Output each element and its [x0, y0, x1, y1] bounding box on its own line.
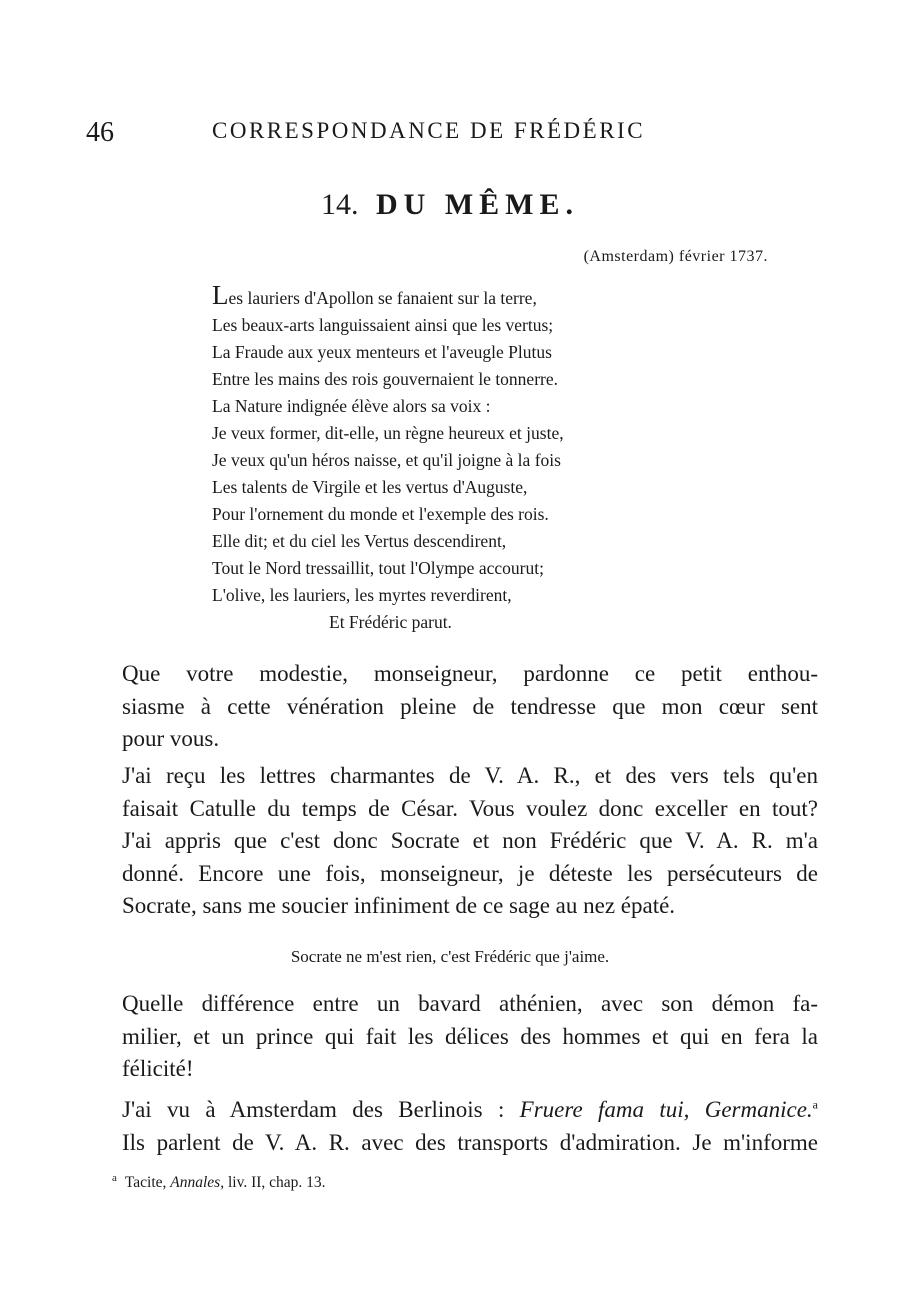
latin-quote: Fruere fama tui, Germanice.: [519, 1097, 813, 1122]
letter-number: 14.: [321, 188, 359, 221]
poem-line: Pour l'ornement du monde et l'exemple des rois.: [212, 504, 549, 524]
paragraph-4: [122, 1094, 818, 1159]
footnote-ref: a: [812, 1097, 818, 1112]
poem-last-line: Et Frédéric parut.: [329, 612, 452, 632]
poem-line-text: es lauriers d'Apollon se fanaient sur la terre,: [228, 288, 537, 308]
paragraph-3: [122, 988, 818, 1086]
text-line: Socrate, sans me soucier infiniment de ce sage au nez épaté.: [122, 893, 676, 918]
poem-line: La Nature indignée élève alors sa voix :: [212, 396, 491, 416]
poem-line: La Fraude aux yeux menteurs et l'aveugle Plutus: [212, 342, 552, 362]
text-line: faisait Catulle du temps de César. Vous voulez donc exceller en tout?: [122, 795, 818, 821]
text-line: J'ai appris que c'est donc Socrate et non Frédéric que V. A. R. m'a: [122, 828, 818, 853]
footnote-text-end: liv. II, chap. 13.: [224, 1174, 326, 1192]
footnote-text-start: Tacite,: [124, 1174, 171, 1192]
footnote: [112, 1168, 326, 1193]
text-line: Ils parlent de V. A. R. avec des transports d'admiration. Je m'informe: [122, 1129, 818, 1155]
text-line: [122, 1094, 818, 1127]
letter-title: DU MÊME.: [376, 188, 579, 221]
text-line-start: J'ai vu à Amsterdam des Berlinois :: [122, 1097, 520, 1122]
text-line: Quelle différence entre un bavard athénien, avec son démon fa-: [122, 991, 818, 1016]
poem-line: Entre les mains des rois gouvernaient le tonnerre.: [212, 369, 559, 389]
poem-line: [212, 280, 732, 312]
letter-heading: [0, 186, 900, 224]
poem-line: Les talents de Virgile et les vertus d'Auguste,: [212, 477, 528, 497]
paragraph-2: [122, 760, 818, 923]
drop-cap: L: [212, 280, 229, 310]
text-line: Que votre modestie, monseigneur, pardonne ce petit enthou-: [122, 661, 818, 686]
poem-line: Je veux qu'un héros naisse, et qu'il joigne à la fois: [212, 450, 561, 470]
poem-line: Je veux former, dit-elle, un règne heureux et juste,: [212, 423, 564, 443]
footnote-mark: a: [112, 1172, 117, 1184]
running-title: CORRESPONDANCE DE FRÉDÉRIC: [212, 118, 646, 143]
page-number: 46: [86, 117, 114, 148]
text-line: milier, et un prince qui fait les délices des hommes et qui en fera la: [122, 1023, 818, 1049]
poem: [212, 280, 732, 636]
quoted-verse: Socrate ne m'est rien, c'est Frédéric que j'aime.: [290, 947, 610, 966]
poem-line: Les beaux-arts languissaient ainsi que les vertus;: [212, 315, 554, 335]
text-line: donné. Encore une fois, monseigneur, je déteste les persécuteurs de: [122, 860, 818, 886]
poem-line: L'olive, les lauriers, les myrtes reverdirent,: [212, 585, 512, 605]
footnote-work-title: Annales,: [170, 1174, 225, 1192]
text-line: pour vous.: [122, 726, 220, 751]
paragraph-1: [122, 658, 818, 756]
text-line: siasme à cette vénération pleine de tendresse que mon cœur sent: [122, 693, 818, 719]
text-line: félicité!: [122, 1056, 194, 1081]
text-line: J'ai reçu les lettres charmantes de V. A. R., et des vers tels qu'en: [122, 763, 818, 788]
poem-line: Elle dit; et du ciel les Vertus descendirent,: [212, 531, 507, 551]
poem-line: Tout le Nord tressaillit, tout l'Olympe accourut;: [212, 558, 544, 578]
letter-dateline: (Amsterdam) février 1737.: [583, 248, 768, 265]
